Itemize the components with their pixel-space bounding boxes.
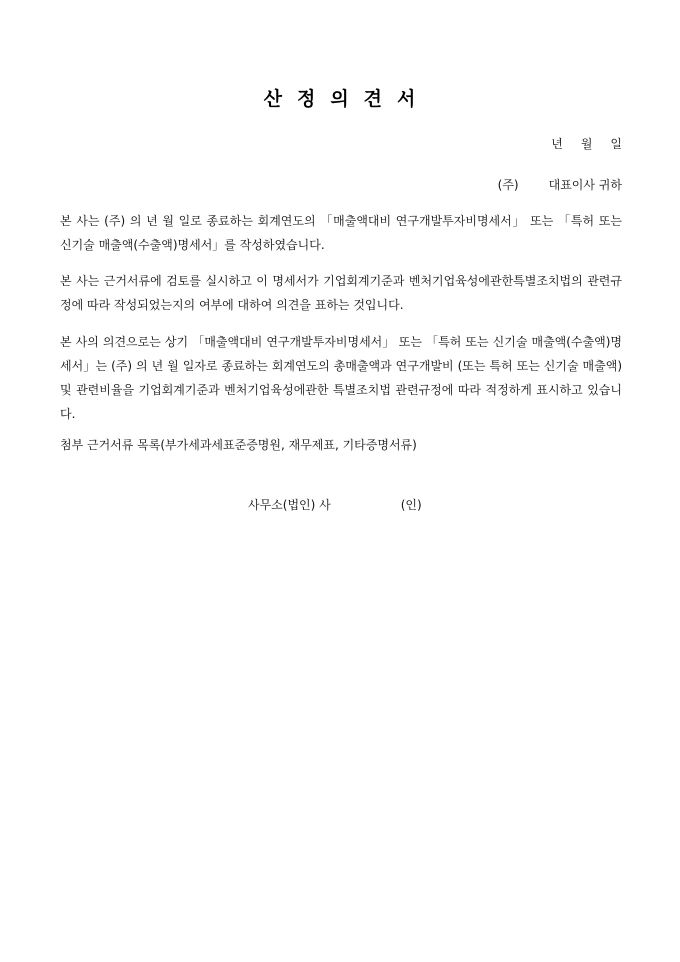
paragraph-1: 본 사는 (주) 의 년 월 일로 종료하는 회계연도의 「매출액대비 연구개발투자비명세서」 또는 「특허 또는 신기술 매출액(수출액)명세서」를 작성하였습니다. (60, 214, 622, 252)
date-line (533, 135, 622, 152)
title-char: 정 (296, 88, 317, 110)
date-year: 년 (551, 137, 563, 151)
signature-line (248, 493, 422, 517)
addressee-recipient: 대표이사 귀하 (548, 178, 622, 192)
title-char: 견 (363, 88, 384, 110)
paragraph-2: 본 사는 근거서류에 검토를 실시하고 이 명세서가 기업회계기준과 벤처기업육성에관한특별조치법의 관련규정에 따라 작성되었는지의 여부에 대하여 의견을 표하는 것입니다. (60, 274, 622, 312)
signature-stamp: (인) (400, 498, 422, 512)
document-title (0, 84, 680, 111)
paragraph-3: 본 사의 의견으로는 상기 「매출액대비 연구개발투자비명세서」 또는 「특허 또는 신기술 매출액(수출액)명세서」는 (주) 의 년 월 일자로 종료하는 회계연도의 총매출액과 연구개발비 (또는 특허 또는 신기술 매출액) 및 관련비율을 기업회계기준과 벤처기업육성에관한 특별조치법 관련규정에 따라 적정하게 표시하고 있습니다. (60, 335, 622, 421)
addressee-corp: (주) (497, 178, 519, 192)
date-day: 일 (610, 137, 622, 151)
signature-label: 사무소(법인) 사 (248, 498, 331, 512)
date-month: 월 (580, 137, 593, 151)
title-char: 서 (397, 88, 417, 110)
title-char: 산 (263, 88, 283, 110)
title-char: 의 (330, 88, 350, 110)
addressee-line (498, 176, 622, 193)
attachment-list: 첨부 근거서류 목록(부가세과세표준증명원, 재무제표, 기타증명서류) (60, 438, 417, 452)
